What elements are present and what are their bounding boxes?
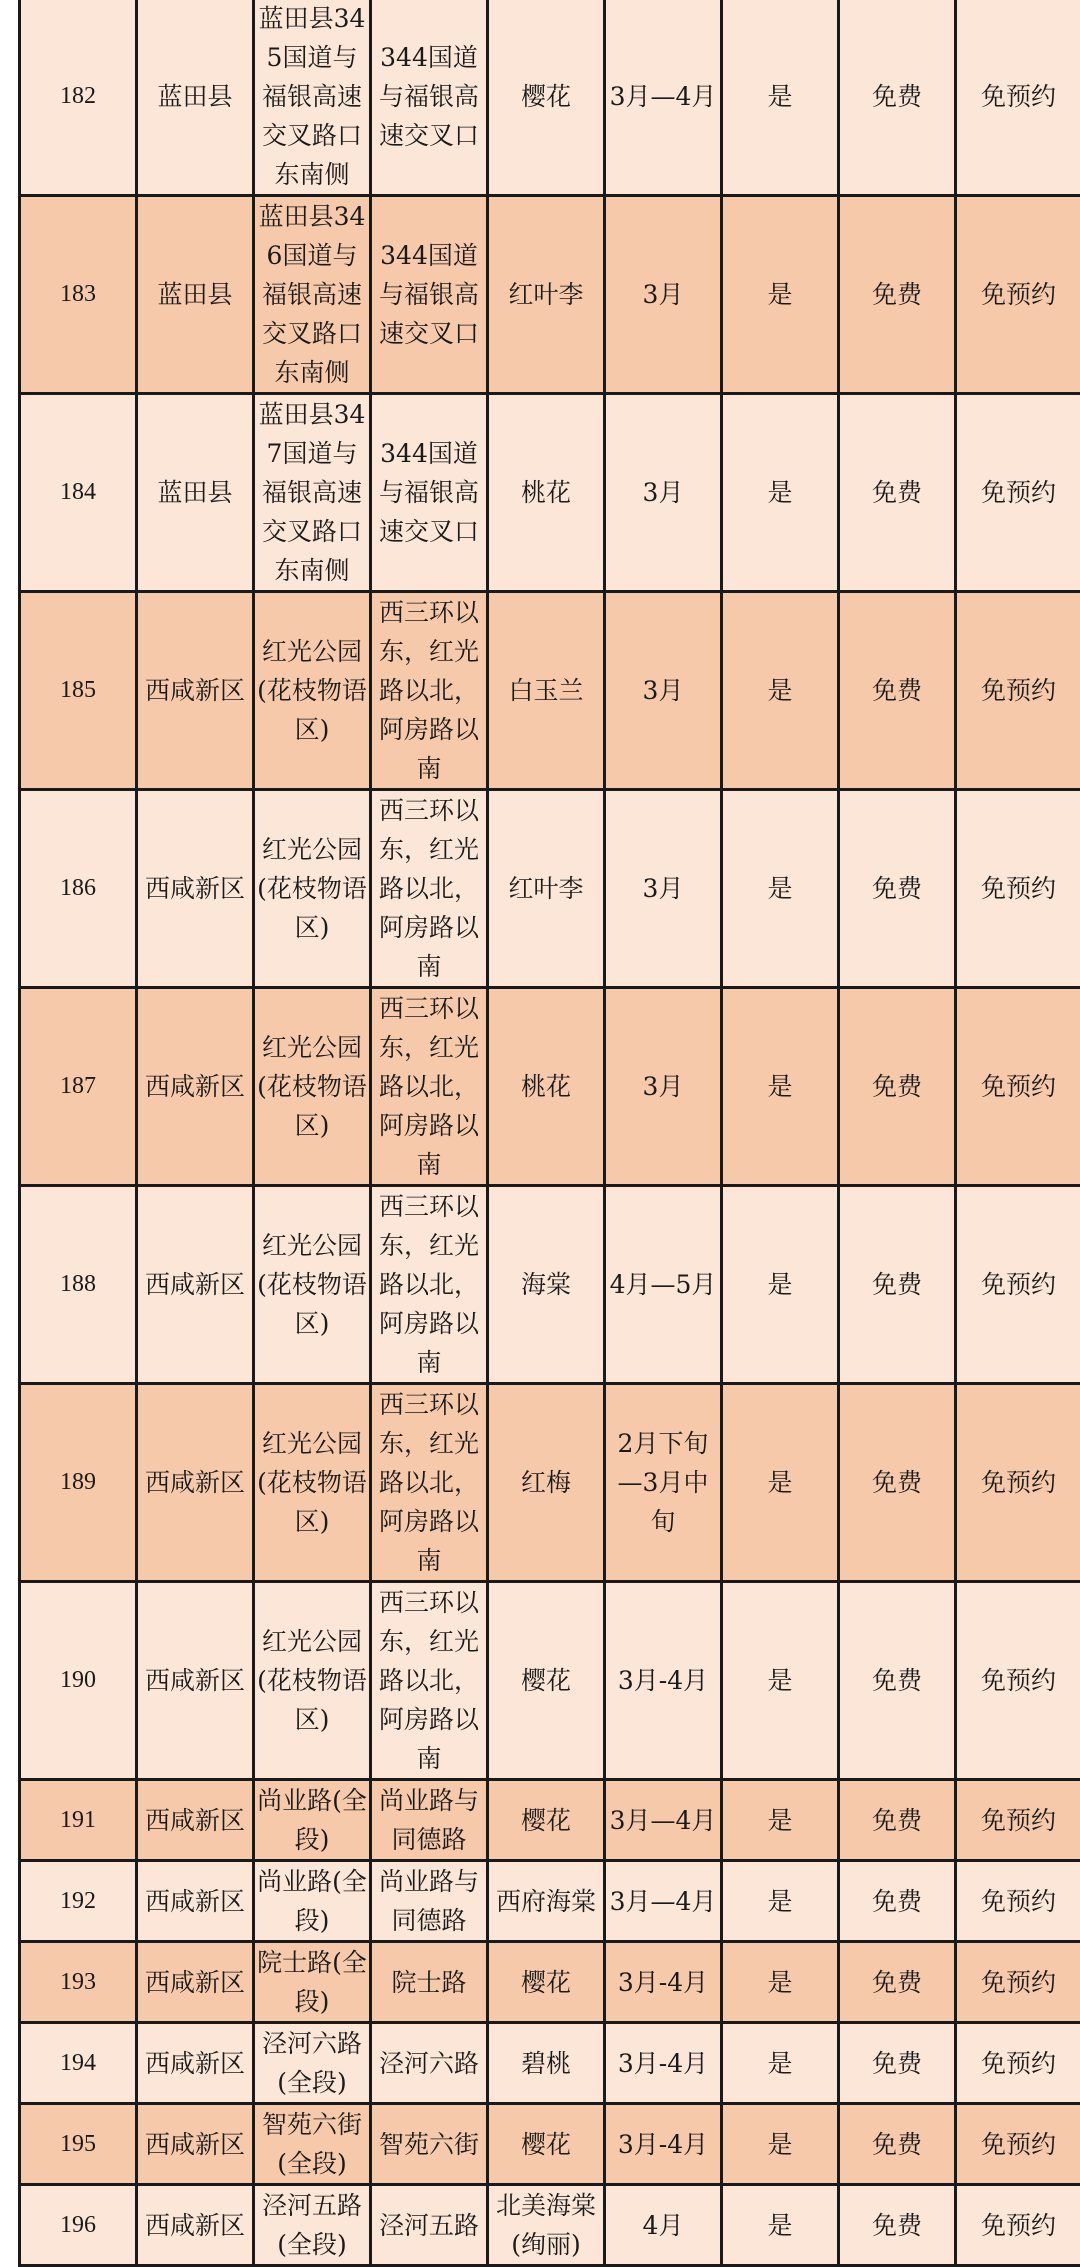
table-row [20,2023,1080,2104]
open-status-cell: 是 [722,1582,839,1780]
bloom-period-cell: 3月 [605,988,722,1186]
address-cell: 西三环以东，红光路以北，阿房路以南 [371,1384,488,1582]
location-cell: 蓝田县347国道与福银高速交叉路口东南侧 [254,394,371,592]
reservation-cell: 免预约 [956,1942,1080,2023]
reservation-cell: 免预约 [956,2185,1080,2266]
table-row [20,2185,1080,2266]
bloom-period-cell: 3月—4月 [605,0,722,196]
reservation-cell: 免预约 [956,0,1080,196]
open-status-cell: 是 [722,196,839,394]
bloom-period-cell: 3月 [605,196,722,394]
bloom-period-cell: 3月 [605,394,722,592]
table-row [20,394,1080,592]
district-cell: 西咸新区 [137,1780,254,1861]
address-cell: 344国道与福银高速交叉口 [371,196,488,394]
fee-cell: 免费 [839,1186,956,1384]
address-cell: 智苑六街 [371,2104,488,2185]
row-number-cell: 183 [20,196,137,394]
bloom-period-cell: 3月—4月 [605,1861,722,1942]
bloom-period-cell: 2月下旬—3月中旬 [605,1384,722,1582]
reservation-cell: 免预约 [956,196,1080,394]
fee-cell: 免费 [839,0,956,196]
flower-viewing-table [18,0,1080,2267]
flower-type-cell: 桃花 [488,394,605,592]
fee-cell: 免费 [839,1384,956,1582]
flower-type-cell: 桃花 [488,988,605,1186]
reservation-cell: 免预约 [956,1186,1080,1384]
open-status-cell: 是 [722,1384,839,1582]
row-number-cell: 192 [20,1861,137,1942]
address-cell: 泾河五路 [371,2185,488,2266]
fee-cell: 免费 [839,1861,956,1942]
bloom-period-cell: 3月-4月 [605,1942,722,2023]
table-row [20,988,1080,1186]
location-cell: 红光公园(花枝物语区) [254,790,371,988]
open-status-cell: 是 [722,988,839,1186]
flower-type-cell: 樱花 [488,0,605,196]
fee-cell: 免费 [839,2104,956,2185]
location-cell: 尚业路(全段) [254,1780,371,1861]
fee-cell: 免费 [839,592,956,790]
district-cell: 西咸新区 [137,1582,254,1780]
table-row [20,1582,1080,1780]
open-status-cell: 是 [722,1186,839,1384]
flower-type-cell: 西府海棠 [488,1861,605,1942]
address-cell: 西三环以东，红光路以北，阿房路以南 [371,790,488,988]
fee-cell: 免费 [839,988,956,1186]
table-row [20,1186,1080,1384]
reservation-cell: 免预约 [956,988,1080,1186]
address-cell: 泾河六路 [371,2023,488,2104]
row-number-cell: 190 [20,1582,137,1780]
bloom-period-cell: 3月-4月 [605,2023,722,2104]
district-cell: 蓝田县 [137,394,254,592]
row-number-cell: 189 [20,1384,137,1582]
address-cell: 尚业路与同德路 [371,1780,488,1861]
fee-cell: 免费 [839,196,956,394]
open-status-cell: 是 [722,1861,839,1942]
location-cell: 泾河六路(全段) [254,2023,371,2104]
open-status-cell: 是 [722,394,839,592]
fee-cell: 免费 [839,2185,956,2266]
table-row [20,1780,1080,1861]
reservation-cell: 免预约 [956,790,1080,988]
reservation-cell: 免预约 [956,1861,1080,1942]
row-number-cell: 191 [20,1780,137,1861]
district-cell: 西咸新区 [137,790,254,988]
district-cell: 西咸新区 [137,2185,254,2266]
flower-type-cell: 碧桃 [488,2023,605,2104]
row-number-cell: 182 [20,0,137,196]
table-row [20,790,1080,988]
bloom-period-cell: 3月 [605,790,722,988]
open-status-cell: 是 [722,2185,839,2266]
row-number-cell: 193 [20,1942,137,2023]
bloom-period-cell: 3月-4月 [605,1582,722,1780]
table-row [20,196,1080,394]
row-number-cell: 194 [20,2023,137,2104]
bloom-period-cell: 4月—5月 [605,1186,722,1384]
district-cell: 西咸新区 [137,1384,254,1582]
bloom-period-cell: 3月 [605,592,722,790]
flower-type-cell: 樱花 [488,1780,605,1861]
table-row [20,0,1080,196]
flower-type-cell: 樱花 [488,1942,605,2023]
address-cell: 西三环以东，红光路以北，阿房路以南 [371,1186,488,1384]
district-cell: 蓝田县 [137,0,254,196]
reservation-cell: 免预约 [956,1384,1080,1582]
location-cell: 尚业路(全段) [254,1861,371,1942]
row-number-cell: 186 [20,790,137,988]
flower-type-cell: 白玉兰 [488,592,605,790]
flower-type-cell: 红叶李 [488,790,605,988]
reservation-cell: 免预约 [956,1582,1080,1780]
fee-cell: 免费 [839,2023,956,2104]
location-cell: 泾河五路(全段) [254,2185,371,2266]
location-cell: 院士路(全段) [254,1942,371,2023]
bloom-period-cell: 4月 [605,2185,722,2266]
row-number-cell: 187 [20,988,137,1186]
flower-type-cell: 红叶李 [488,196,605,394]
flower-type-cell: 樱花 [488,1582,605,1780]
open-status-cell: 是 [722,1780,839,1861]
location-cell: 红光公园(花枝物语区) [254,592,371,790]
district-cell: 西咸新区 [137,1942,254,2023]
open-status-cell: 是 [722,2023,839,2104]
fee-cell: 免费 [839,394,956,592]
reservation-cell: 免预约 [956,592,1080,790]
fee-cell: 免费 [839,1942,956,2023]
open-status-cell: 是 [722,1942,839,2023]
address-cell: 西三环以东，红光路以北，阿房路以南 [371,988,488,1186]
district-cell: 西咸新区 [137,988,254,1186]
location-cell: 蓝田县346国道与福银高速交叉路口东南侧 [254,196,371,394]
row-number-cell: 196 [20,2185,137,2266]
address-cell: 西三环以东，红光路以北，阿房路以南 [371,592,488,790]
location-cell: 红光公园(花枝物语区) [254,1384,371,1582]
table-row [20,592,1080,790]
fee-cell: 免费 [839,790,956,988]
flower-type-cell: 红梅 [488,1384,605,1582]
reservation-cell: 免预约 [956,394,1080,592]
location-cell: 红光公园(花枝物语区) [254,1186,371,1384]
location-cell: 智苑六街(全段) [254,2104,371,2185]
row-number-cell: 185 [20,592,137,790]
fee-cell: 免费 [839,1582,956,1780]
table-body [20,0,1080,2266]
bloom-period-cell: 3月—4月 [605,1780,722,1861]
address-cell: 尚业路与同德路 [371,1861,488,1942]
row-number-cell: 195 [20,2104,137,2185]
reservation-cell: 免预约 [956,1780,1080,1861]
reservation-cell: 免预约 [956,2023,1080,2104]
open-status-cell: 是 [722,592,839,790]
open-status-cell: 是 [722,0,839,196]
district-cell: 西咸新区 [137,2023,254,2104]
bloom-period-cell: 3月-4月 [605,2104,722,2185]
address-cell: 西三环以东，红光路以北，阿房路以南 [371,1582,488,1780]
table-row [20,1384,1080,1582]
flower-table-container [18,0,1080,2267]
row-number-cell: 184 [20,394,137,592]
address-cell: 344国道与福银高速交叉口 [371,394,488,592]
open-status-cell: 是 [722,790,839,988]
reservation-cell: 免预约 [956,2104,1080,2185]
district-cell: 西咸新区 [137,592,254,790]
location-cell: 蓝田县345国道与福银高速交叉路口东南侧 [254,0,371,196]
flower-type-cell: 樱花 [488,2104,605,2185]
flower-type-cell: 海棠 [488,1186,605,1384]
table-row [20,2104,1080,2185]
table-row [20,1942,1080,2023]
location-cell: 红光公园(花枝物语区) [254,988,371,1186]
flower-type-cell: 北美海棠(绚丽) [488,2185,605,2266]
district-cell: 西咸新区 [137,1861,254,1942]
address-cell: 344国道与福银高速交叉口 [371,0,488,196]
fee-cell: 免费 [839,1780,956,1861]
address-cell: 院士路 [371,1942,488,2023]
district-cell: 西咸新区 [137,2104,254,2185]
district-cell: 西咸新区 [137,1186,254,1384]
table-row [20,1861,1080,1942]
location-cell: 红光公园(花枝物语区) [254,1582,371,1780]
district-cell: 蓝田县 [137,196,254,394]
row-number-cell: 188 [20,1186,137,1384]
open-status-cell: 是 [722,2104,839,2185]
